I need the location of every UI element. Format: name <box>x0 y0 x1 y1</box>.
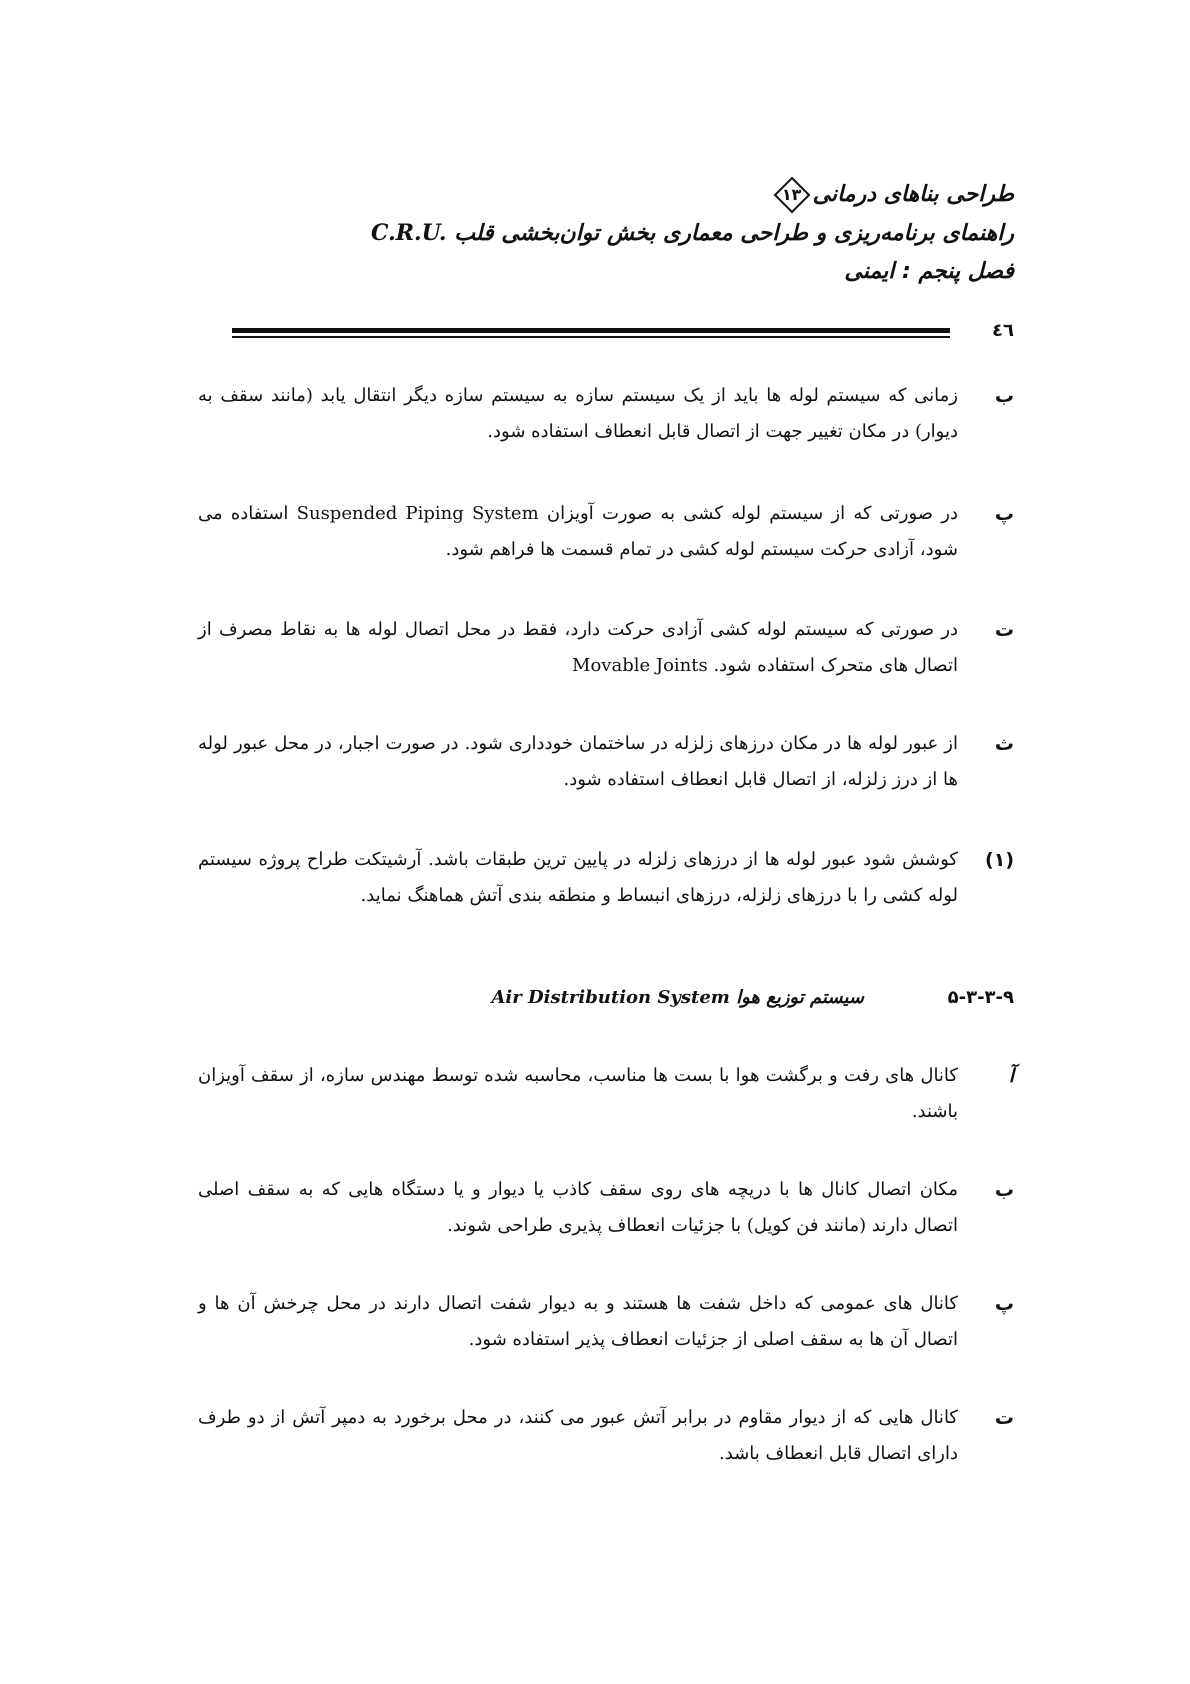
guide-title-line <box>194 214 1014 253</box>
list-item-label: ث <box>994 733 1014 755</box>
list-item-text: در صورتی که از سیستم لوله کشی به صورت آویزان Suspended Piping System استفاده می شود، آزادی حرکت سیستم لوله کشی در تمام قسمت ها فراهم شود. <box>198 503 958 560</box>
list-item <box>174 612 1014 684</box>
list-item <box>174 726 1014 798</box>
note-item-label: (۱) <box>985 849 1014 871</box>
list-item <box>174 1400 1014 1472</box>
list-item-label: پ <box>994 1293 1014 1315</box>
page-number: ٤٦ <box>992 320 1014 341</box>
list-item-label: ب <box>994 385 1014 407</box>
list-item-text: از عبور لوله ها در مکان درزهای زلزله در ساختمان خودداری شود. در صورت اجبار، در محل عبور لوله ها از درز زلزله، از اتصال قابل انعطاف استفاده شود. <box>198 733 958 790</box>
list-item-label: ت <box>994 1407 1014 1429</box>
list-item-label: ب <box>994 1179 1014 1201</box>
list-item-text: در صورتی که سیستم لوله کشی آزادی حرکت دارد، فقط در محل اتصال لوله ها به نقاط مصرف از اتصال های متحرک استفاده شود. Movable Joints <box>198 619 958 676</box>
list-item <box>174 1286 1014 1358</box>
guide-title: راهنمای برنامه‌ریزی و طراحی معماری بخش توان‌بخشی قلب <box>454 221 1014 246</box>
book-title-line <box>194 176 1014 214</box>
section-title-fa: سیستم توزیع هوا <box>736 987 864 1008</box>
section-title-en: Air Distribution System <box>491 987 730 1008</box>
note-item <box>174 842 1014 914</box>
note-item-text: کوشش شود عبور لوله ها از درزهای زلزله در پایین ترین طبقات باشد. آرشیتکت طراح پروژه سیستم لوله کشی را با درزهای زلزله، درزهای انبساط و منطقه بندی آتش هماهنگ نماید. <box>198 849 958 906</box>
section-heading <box>174 980 1014 1016</box>
running-header <box>194 176 1014 291</box>
list-item-text: کانال های عمومی که داخل شفت ها هستند و به دیوار شفت اتصال دارند در محل چرخش آن ها و اتصال آن ها به سقف اصلی از جزئیات انعطاف پذیر استفاده شود. <box>198 1293 958 1350</box>
section-number: ۵-۳-۳-۹ <box>947 987 1014 1008</box>
header-rule-thick <box>232 328 950 333</box>
book-title: طراحی بناهای درمانی <box>812 182 1014 207</box>
list-item-text: کانال های رفت و برگشت هوا با بست ها مناسب، محاسبه شده توسط مهندس سازه، از سقف آویزان باشند. <box>198 1065 958 1122</box>
chapter-title: فصل پنجم : ایمنی <box>844 259 1014 284</box>
diamond-badge-icon <box>773 176 811 214</box>
list-item-label: پ <box>994 503 1014 525</box>
list-item-text: زمانی که سیستم لوله ها باید از یک سیستم سازه به سیستم سازه دیگر انتقال یابد (مانند سقف به دیوار) در مکان تغییر جهت از اتصال قابل انعطاف استفاده شود. <box>198 385 958 442</box>
list-item <box>174 378 1014 450</box>
list-item-text: کانال هایی که از دیوار مقاوم در برابر آتش عبور می کنند، در محل برخورد به دمپر آتش از دو طرف دارای اتصال قابل انعطاف باشد. <box>198 1407 958 1464</box>
list-item-label: ت <box>994 619 1014 641</box>
list-item <box>174 496 1014 568</box>
book-number: ۱۳ <box>781 185 802 204</box>
guide-abbreviation: C.R.U. <box>370 220 447 246</box>
list-item-text: مکان اتصال کانال ها با دریچه های روی سقف کاذب یا دیوار و یا دستگاه هایی که به سقف اصلی اتصال دارند (مانند فن کویل) با جزئیات انعطاف پذیری طراحی شوند. <box>198 1179 958 1236</box>
list-item-label: آ <box>1008 1065 1014 1087</box>
section-title <box>491 980 864 1016</box>
list-item <box>174 1058 1014 1130</box>
header-rule-thin <box>232 336 950 338</box>
list-item <box>174 1172 1014 1244</box>
